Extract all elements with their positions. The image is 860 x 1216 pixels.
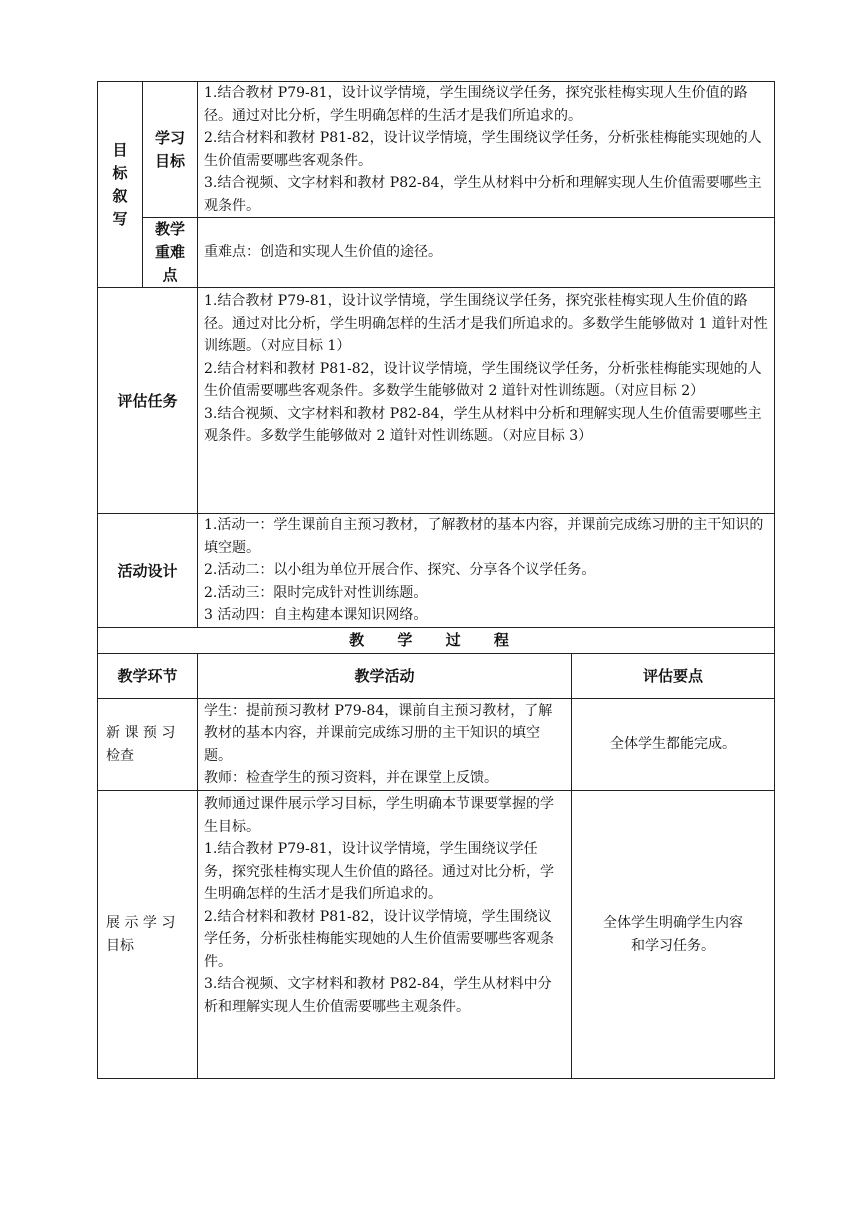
activities-content — [198, 514, 775, 628]
learning-objectives-row — [98, 82, 775, 218]
process-stage: 新 课 预 习 检查 — [98, 699, 198, 791]
activities-row — [98, 514, 775, 628]
activity-column-header: 教学活动 — [198, 654, 572, 699]
assessment-item: 1.结合教材 P79-81，设计议学情境，学生围绕议学任务，探究张桂梅实现人生价值的路径。通过对比分析，学生明确怎样的生活才是我们所追求的。多数学生能够做对 1 道针对性训练题。（对应目标 1） — [204, 293, 768, 354]
process-evaluation: 全体学生明确学生内容 和学习任务。 — [572, 791, 775, 1079]
process-stage: 展 示 学 习 目标 — [98, 791, 198, 1079]
key-points-row — [98, 218, 775, 288]
activity-item: 2.活动三：限时完成针对性训练题。 — [204, 584, 428, 601]
objectives-group-label: 目 标 叙 写 — [98, 82, 143, 288]
process-activity: 学生：提前预习教材 P79-84，课前自主预习教材，了解教材的基本内容，并课前完成练习册的主干知识的填空题。 教师：检查学生的预习资料，并在课堂上反馈。 — [198, 699, 572, 791]
assessment-row — [98, 288, 775, 514]
process-activity: 教师通过课件展示学习目标，学生明确本节课要掌握的学生目标。 1.结合教材 P79-81，设计议学情境，学生围绕议学任务，探究张桂梅实现人生价值的路径。通过对比分析，学生明确怎样的生活才是我们所追求的。 2.结合材料和教材 P81-82，设计议学情境，学生围绕议学任务，分析张桂梅能实现她的人生价值需要哪些客观条件。 3.结合视频、文字材料和教材 P82-84，学生从材料中分析和理解实现人生价值需要哪些主观条件。 — [198, 791, 572, 1079]
activity-item: 2.活动二：以小组为单位开展合作、探究、分享各个议学任务。 — [204, 562, 596, 579]
activity-item: 1.活动一：学生课前自主预习教材，了解教材的基本内容，并课前完成练习册的主干知识的填空题。 — [204, 517, 764, 556]
learning-objective-item: 2.结合材料和教材 P81-82，设计议学情境，学生围绕议学任务，分析张桂梅能实现她的人生价值需要哪些客观条件。 — [204, 130, 762, 169]
process-row — [98, 791, 775, 1079]
evaluation-column-header: 评估要点 — [572, 654, 775, 699]
key-points-content: 重难点：创造和实现人生价值的途径。 — [198, 218, 775, 288]
lesson-plan-sheet — [97, 81, 774, 1079]
activities-label: 活动设计 — [98, 514, 198, 628]
process-row — [98, 699, 775, 791]
process-title: 教 学 过 程 — [98, 628, 775, 654]
learning-objective-item: 3.结合视频、文字材料和教材 P82-84，学生从材料中分析和理解实现人生价值需要哪些主观条件。 — [204, 175, 762, 214]
assessment-label: 评估任务 — [98, 288, 198, 514]
learning-objectives-content — [198, 82, 775, 218]
learning-objective-item: 1.结合教材 P79-81，设计议学情境，学生围绕议学任务，探究张桂梅实现人生价值的路径。通过对比分析，学生明确怎样的生活才是我们所追求的。 — [204, 85, 748, 124]
lesson-plan-table — [97, 81, 775, 1079]
process-evaluation: 全体学生都能完成。 — [572, 699, 775, 791]
process-title-row — [98, 628, 775, 654]
process-header-row — [98, 654, 775, 699]
assessment-content — [198, 288, 775, 514]
stage-column-header: 教学环节 — [98, 654, 198, 699]
assessment-item: 2.结合材料和教材 P81-82，设计议学情境，学生围绕议学任务，分析张桂梅能实现她的人生价值需要哪些客观条件。多数学生能够做对 2 道针对性训练题。（对应目标 2） — [204, 360, 762, 399]
key-points-label: 教学 重难 点 — [143, 218, 198, 288]
activity-item: 3 活动四：自主构建本课知识网络。 — [204, 607, 428, 624]
learning-objectives-label: 学习 目标 — [143, 82, 198, 218]
assessment-item: 3.结合视频、文字材料和教材 P82-84，学生从材料中分析和理解实现人生价值需要哪些主观条件。多数学生能够做对 2 道针对性训练题。（对应目标 3） — [204, 405, 762, 444]
